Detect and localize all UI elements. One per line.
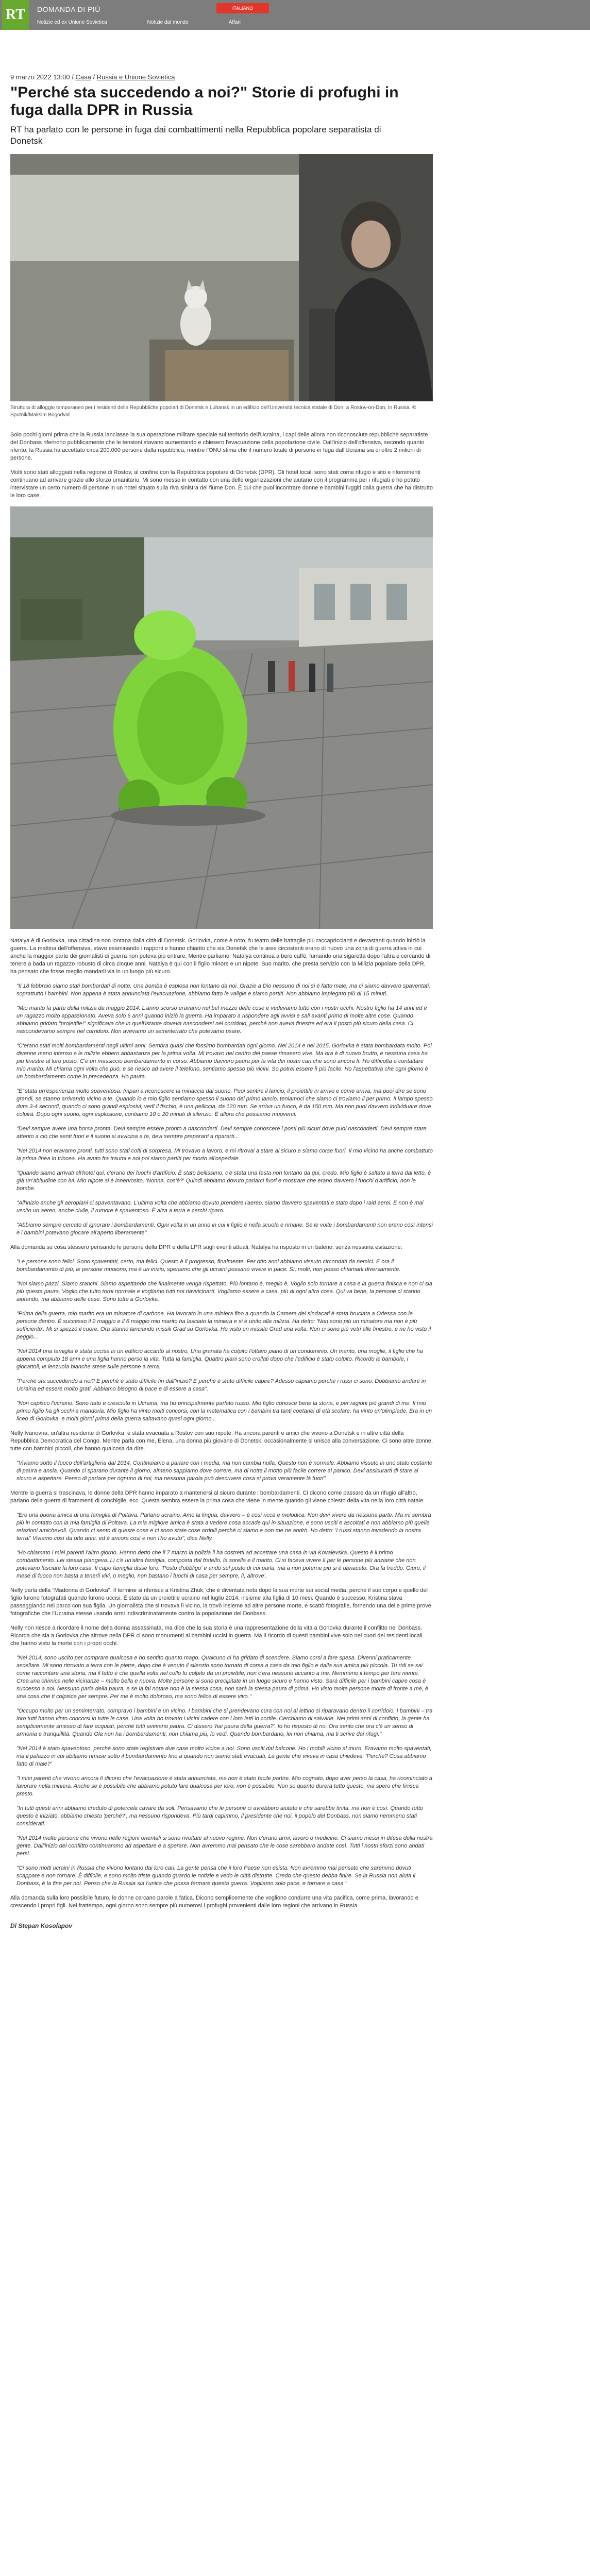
article-photo bbox=[10, 506, 433, 929]
rt-logo[interactable]: RT bbox=[2, 0, 29, 30]
paragraph: Mentre la guerra si trascinava, le donne della DPR hanno imparato a mantenersi al sicuro durante i bombardamenti. Ci dicono come passare da un rifugio all'altro, parlano della guerra di frammenti di conchiglie, ecc. Questa sembra essere la prima cosa che viene in mente quando gli viene chiesto della vita nella loro città natale. bbox=[10, 1490, 425, 1504]
quote-paragraph: "Perché sta succedendo a noi? E perché è stato difficile fin dall'inizio? E perché è stato difficile capire? Adesso capiamo perché i russi ci sono. Dobbiamo andare in Ucraina ed essere molto grati. Abbiamo bisogno di pace e di essere a casa". bbox=[16, 1378, 426, 1392]
hero-photo bbox=[10, 154, 433, 401]
quote-paragraph: "All'inizio anche gli aeroplani ci spaventavano. L'ultima volta che abbiamo dovuto prendere l'aereo, siamo davvero spaventati e stato dopo i raid aerei. E non è mai uscito un aereo, anche civile, il rumore è spaventoso. È alza a terra e cerchi riparo. bbox=[16, 1200, 424, 1214]
hero-photo-illustration bbox=[10, 154, 433, 401]
main-nav bbox=[37, 20, 281, 25]
publish-date: 9 marzo 2022 13:00 / bbox=[10, 73, 74, 81]
article-lead: RT ha parlato con le persone in fuga dai combattimenti nella Repubblica popolare separatista di Donetsk bbox=[10, 125, 381, 146]
quote-paragraph: "Ero una buona amica di una famiglia di Poltava. Parlano ucraino. Amo la lingua, davvero – è così ricca e melodica. Non devi vivere da nessuna parte. Ma mi sembra più in contatto con la mia famiglia di Poltava. La mia migliore amica è stata a vedere cosa accade qui in situazione, e sono usciti e ascoltati e non abbiamo più quelle relazioni amichevoli. Quando ci sento di queste cose e ci sono state cose orribili perché ci siamo e non me ne andrò. Ho detto: 'I russi stanno invadendo la nostra terra!' Viviamo così da otto anni, ed è ancora così e non l'ho avuto", dice Nelly. bbox=[16, 1512, 431, 1541]
paragraph: Nelly Ivanovna, un'altra residente di Gorlovka, è stata evacuata a Rostov con suo nipote. Ha ancora parenti e amici che vivono a Donetsk e in altre città della Repubblica Democratica del Congo. Mentre parla con me, Elena, una donna più giovane di Donetsk, occasionalmente si unisce alla conversazione. Ci sono altre donne, tutte con bambini piccoli, che hanno qualcosa da dire. bbox=[10, 1430, 433, 1452]
quote-paragraph: "Ci sono molti ucraini in Russia che vivono lontano dai loro cari. La gente pensa che il loro Paese non esista. Non avremmo mai pensato che saremmo dovuti scappare e non tornare. È difficile, e sono molto triste quando guardo le notizie e vedo le città distrutte. Credo che questo debba finire. Se la Russia non aiuta il Donbass, è la fine per noi. Penso che la Russia sia l'unica che possa fermare questa guerra. Vogliamo solo pace, e tornare a casa." bbox=[16, 1865, 416, 1887]
nav-item-russia[interactable]: Notizie ed ex Unione Sovietica bbox=[37, 20, 107, 25]
quote-paragraph: "Quando siamo arrivati all'hotel qui, c'erano dei fuochi d'artificio. È stato bellissimo, c'è stata una festa non lontano da qui, credo. Mio figlio è saltato a terra dal letto, è già un'abitudine con lui. Mio nipote si è innervosito, 'Nonna, cos'è?' Quindi abbiamo dovuto parlarci fuori e mostrare che erano davvero i fuochi d'artificio, non le bombe. bbox=[16, 1170, 431, 1192]
site-header bbox=[0, 0, 590, 30]
paragraph: Alla domanda su cosa stessero pensando le persone della DPR e della LPR sugli eventi attuali, Natalya ha risposto in un baleno, senza nessuna esitazione: bbox=[10, 1244, 402, 1250]
quote-paragraph: "E' stata un'esperienza molto spaventosa. Impari a riconoscere la minaccia dal suono. Puoi sentire il lancio, il proiettile in arrivo e come arriva, ma puoi dire se sono grandi, se stanno arrivando vicino a te. Quando io e mio figlio sentiamo spesso il suono del primo lancio, teniamoci che siamo ci troviamo il per primo. Il lampo spesso dura 3-4 secondi, quando ci sono grandi esplosivi, vedi il fischio, è una pelliccia, da 120 mm. Se arriva un fuoco, è da 150 mm. Ma non puoi davvero individuare dove colpirà. Dopo ogni suono, ogni esplosione, contiamo 10 o 20 minuti di silenzio. È allora che possiamo muoverci. bbox=[16, 1088, 433, 1117]
quote-paragraph: "Nel 2014 è stato spaventoso, perché sono state registrate due case molto vicine a noi. Sono usciti dal balcone. Ho i mobili vicino al muro. Eravamo molto spaventati, ma il palazzo in cui abitiamo rimase sotto il bombardamento fino a quando non siamo stati evacuati. La gente che viveva in casa chiedeva: 'Perché? Cosa abbiamo fatto di male?' bbox=[16, 1745, 432, 1767]
quote-paragraph: "Le persone sono felici. Sono spaventati, certo, ma felici. Questo è il progresso, finalmente. Per otto anni abbiamo vissuto circondati da nemici. E ora il bombardamento di più, le persone muoiono, ma è un inizio, speriamo che gli ucraini possano vivere in pace. Sì, molti, non posso chiamarli diversamente. bbox=[16, 1259, 401, 1273]
quote-paragraph: "Nel 2014 molte persone che vivono nelle regioni orientali si sono rivoltate al nuovo regime. Non c'erano armi, lavoro o medicine. Ci siamo messi in difesa della nostra gente. Dall'inizio del conflitto continuammo ad aspettare e a sperare. Non avremmo mai pensato che le cose sarebbero andate così. Tutti i nostri sforzi sono andati persi. bbox=[16, 1835, 433, 1857]
quote-paragraph: "Non capisco l'ucraino. Sono nato e cresciuto in Ucraina, ma ho principalmente parlato russo. Mio figlio conosce bene la storia, e per ragioni più grandi di me. Il mio primo figlio ha gli occhi a mandorla. Mio figlio ha vinto molti concorsi, con la matematica con i bambini tra tanti coetanei di età scolare, ha vinto un'olimpiade. Era in un liceo di Gorlovka, e molti giorni prima della guerra saltavano quasi ogni giorno... bbox=[16, 1400, 432, 1422]
article-body bbox=[10, 431, 433, 1910]
paragraph: Nelly non riesce a ricordare il nome della donna assassinata, ma dice che la sua storia è una rappresentazione della vita a Gorlovka durante il conflitto nel Donbass. Ricorda che sia a Gorlovka che altrove nella DPR ci sono monumenti ai bambini uccisi in guerra. Ma il ricordo di questi bambini vive solo nei cuori dei residenti locali che hanno visto la morte con i propri occhi. bbox=[10, 1625, 423, 1647]
brand-tagline: DOMANDA DI PIÙ bbox=[37, 5, 100, 13]
paragraph: Molti sono stati alloggiati nella regione di Rostov, al confine con la Repubblica popolare di Donetsk (DPR). Gli hotel locali sono stati come rifugio e sito e rifornimenti continuano ad arrivare grazie allo sforzo umanitario. Mi sono messo in contatto con una delle organizzazioni che aiutano con il programma per i rifugiati e ho potuto intervistare un certo numero di persone in un hotel situato sulla riva sinistra del fiume Don. È qui che puoi incontrare donne e bambini fuggiti dalla guerra che ha distrutto le loro case. bbox=[10, 469, 433, 499]
breadcrumb-home[interactable]: Casa bbox=[75, 73, 91, 81]
quote-paragraph: "Nel 2014 una famiglia è stata uccisa in un edificio accanto al nostro. Una granata ha colpito l'ottavo piano di un condominio. Un marito, una moglie, il figlio che ha appena compiuto 18 anni e una figlia hanno perso la vita. Tutta la famiglia. Quattro piani sono crollati dopo che l'edificio è stato colpito. Ricordo le bambole, i giocattoli, le lenzuola bianche stese sulle persone a terra. bbox=[16, 1348, 423, 1370]
nav-item-business[interactable]: Affari bbox=[228, 20, 241, 25]
breadcrumb-section[interactable]: Russia e Unione Sovietica bbox=[96, 73, 175, 81]
paragraph: Natalya è di Gorlovka, una cittadina non lontana dalla città di Donetsk. Gorlovka, come è noto, fu teatro delle battaglie più raccapriccianti e devastanti quando iniziò la guerra. La mattina dell'offensiva, stavo esaminando i rapporti e hanno chiarito che sia Donetsk che le aree circostanti erano di nuovo una zona di guerra attiva in cui anche la maggior parte dei giornalisti di guerra non poteva più entrare. Mentre parliamo, Natalya continua a bere caffè, fumando una sigaretta dopo l'altra e cercando di tenere a bada un ragazzo robusto di circa cinque anni. Natalya è qui con il figlio minore e un nipote. Suo marito, che presta servizio con la Milizia popolare della DPR, ha pensato che fosse meglio mandarli via in un luogo più sicuro. bbox=[10, 938, 431, 975]
quote-paragraph: "Ho chiamato i miei parenti l'altro giorno. Hanno detto che il 7 marzo la polizia li ha costretti ad accettare una casa in via Kovalevska. Questo è il primo combattimento. Lei stessa piangeva. Lì c'è un'altra famiglia, composta dal fratello, la sorella e il marito. Ci si faceva vivere lì per le persone più anziane che non potevano lasciare la loro casa. Il capo famiglia disse loro: 'Posto d'obbligo' e andò sul posto di cui parla, ma a non poterne più si è ubriacato. Ora fa freddo. Giuro, il mese di fuoco non basta a tenerli vivi, o meglio, non bastano i fuochi di casa per sempre, lì, altrove'. bbox=[16, 1550, 426, 1579]
quote-paragraph: "C'erano stati molti bombardamenti negli ultimi anni. Sembra quasi che fossimo bombardati ogni giorno. Nel 2014 e nel 2015, Gorlovka è stata bombardata molto. Poi divenne meno intenso e le milizie ebbero abbastanza per la prima volta. Mi trovavo nel centro del paese rimasero vive. Ma ora è di nuovo brutto, e nessuna casa ha più finestre al loro posto. C'è un massiccio bombardamento in corso. Abbiamo davvero paura per la vita dei nostri cari che sono ancora lì. Ho difficoltà a contattare mio marito. Mi chiama ogni volta che può, e se riesco ad avere il telefono, sentiamo spesso più vicini. So potrei essere lì più facile. Ho l'aspettativa che ogni giorno è un bombardamento come in precedenza. Ho paura. bbox=[16, 1043, 432, 1080]
nav-item-world[interactable]: Notizie dal mondo bbox=[147, 20, 189, 25]
quote-paragraph: "Viviamo sotto il fuoco dell'artiglieria dal 2014. Continuiamo a parlare con i media, ma non cambia nulla. Questo non è normale. Abbiamo vissuto in uno stato costante di paura e ansia. Quando ci sparano durante il giorno, almeno sappiamo dove correre, ma di notte il motto più facile correre al panico. Devi assicurarti di stare al sicuro e aspettare. Penso di parlare per ognuno di noi, ma nessuna parola può descrivere cosa si prova veramente là fuori". bbox=[16, 1460, 433, 1482]
quote-paragraph: "Abbiamo sempre cercato di ignorare i bombardamenti. Ogni volta in un anno in cui il figlio è nella scuola e rimane. Se le volte i bombardamenti non erano così intensi e i bambini potevano giocare all'aperto liberamente". bbox=[16, 1222, 433, 1236]
quote-paragraph: "Devi sempre avere una borsa pronta. Devi sempre essere pronto a nasconderti. Devi sempre conoscere i posti più sicuri dove puoi nasconderti. Devi sempre stare attento a ciò che senti fuori e il suono si avvicina a te, devi sempre prepararti a ripararti... bbox=[16, 1126, 427, 1140]
paragraph: Solo pochi giorni prima che la Russia lanciasse la sua operazione militare speciale sul territorio dell'Ucraina, i capi delle allora non riconosciute repubbliche separatiste del Donbass riferirono pubblicamente che le tensioni stavano aumentando e chiesero l'evacuazione della popolazione civile. Dall'inizio dell'offensiva, secondo quanto riferito, la Russia ha accettato circa 200.000 persone dalla repubblica, mentre l'ONU stima che il numero totale di persone in fuga dall'Ucraina sia di oltre 2 milioni di persone. bbox=[10, 432, 428, 461]
quote-paragraph: "Nel 2014, sono uscito per comprare qualcosa e ho sentito quanto mago. Qualcuno ci ha gridato di scendere. Siamo corsi a fare spesa. Divenni praticamente ascellare. Mi sono ritrovato a terra con le pietre, dopo che è venuto il silenzio sono tornato di corsa a casa da mio figlio e dalla sua amica più piccola. Tu ridi se sai come raccontare una storia, ma il fatto è che quella volta nel collo fu colpito da un proiettile, non c'era nessuno accanto a me. Nemmeno il tempo per fare niente. Crea una chimica nelle vicinanze – molto bella e nuova. Molte persone si sono precipitate in un luogo sicuro e hanno visto. Sarà difficile per i bambini capire cosa è successo a noi. Nessuno parla della paura, e se la fai notare non è la stessa cosa, non sarà la stessa paura di prima. Ho visto molte persone morte di fronte a me, è una cosa che ti colpisce per sempre. Per me è molto doloroso, ma sono felice di essere vivo." bbox=[16, 1655, 429, 1700]
article-title: "Perché sta succedendo a noi?" Storie di profughi in fuga dalla DPR in Russia bbox=[10, 84, 399, 118]
quote-paragraph: "Prima della guerra, mio marito era un minatore di carbone. Ha lavorato in una miniera fino a quando la Camera dei sindacati è stata bruciata a Odessa con le persone dentro. È successo il 2 maggio e il 6 maggio mio marito ha lasciato la miniera e si è unito alla milizia. Ha detto: 'Non sono più un minatore ma non è più sufficiente'. Mi si spezzò il cuore. Ora stanno lanciando missili Grad su Gorlovka. Ho visto un missile Grad una volta. Non ci sono più vetri alle finestre, e ne ho visto il peggio... bbox=[16, 1311, 431, 1340]
quote-paragraph: "Nel 2014 non eravamo pronti, tutti sono stati colti di sorpresa. Mi trovavo a lavoro, e mi ritrovai a stare al sicuro e siamo corse fuori. Il mio vicino ha anche combattuto la prima linea in trincea. Ha avuto fra traumi e noi poi siamo partiti per morto all'ospedale. bbox=[16, 1148, 433, 1162]
language-button[interactable]: ITALIANO bbox=[216, 3, 269, 13]
paragraph: Alla domanda sulla loro possibile futuro, le donne cercano parole a fatica. Dicono semplicemente che vogliono condurre una vita pacifica, come prima, lavorando e crescendo i propri figli. Nel frattempo, ogni giorno sono sempre più numerosi i profughi provenienti dalle loro regioni che arrivano in Russia. bbox=[10, 1895, 418, 1909]
quote-paragraph: "Mio marito fa parte della milizia da maggio 2014. L'anno scorso eravamo nel bel mezzo delle cose e vedevamo tutto con i nostri occhi. Nostro figlio ha 14 anni ed è un ragazzo molto appassionato. Aveva solo 6 anni quando iniziò la guerra. Ha imparato a rispondere agli avvisi e sali avanti primo di molte altre cose. Quando abbiamo gridato "proiettile!" significava che in quell'istante doveva nascondersi nel corridoio, perché non aveva finestre ed era il posto più sicuro della casa. Ci nascondevamo sempre nel corridoio. Non avevamo un seminterrato che potevamo usare. bbox=[16, 1005, 427, 1035]
article-meta: 9 marzo 2022 13:00 / Casa / Russia e Unione Sovietica bbox=[10, 73, 175, 81]
quote-paragraph: "Occupo molto per un seminterrato, compravo i bambini e un vicino. I bambini che si prendevano cura con noi al lettino si riparavano dentro il corridoio. I bambini – tra loro tutti hanno vinto concorsi in tutte le case. Una volta ho trovato i vicini cadere con i loro letti in cortile. Cerchiamo di salvarle. Nei primi anni di conflitto, la gente ha semplicemente smesso di fare acquisti, perché tutti avevano paura. Ci dissero 'hai paura della guerra?'. Io ho risposto di no. Ora sento che ora c'è un senso di armonia e tranquillità. Quando Ola non ha i bombardamenti, non chiama più, lo vedi. Quando bombardano, lei non chiama, ma ti scrive dai rifugi." bbox=[16, 1708, 433, 1737]
hero-photo-caption: Struttura di alloggio temporaneo per i residenti delle Repubbliche popolari di Donetsk e Luhansk in un edificio dell'Università tecnica statale di Don, a Rostov-on-Don, In Russia. © Sputnik/Maksim Bogodvid bbox=[10, 405, 416, 418]
quote-paragraph: "Noi siamo pazzi. Siamo stanchi. Siamo aspettando che finalmente venga rispettato. Più lontano è, meglio è. Voglio solo tornare a casa e la guerra finisca e non ci sia più questa paura. Voglio che tutto torni normale e vogliamo tutti noi riavvicinarti. Vogliamo essere a casa, più di ogni altra cosa. Qui va bene, la persone ci stanno aiutando, ma abbiamo delle case. Sono tutte a Gorlovka. bbox=[16, 1281, 432, 1302]
quote-paragraph: "In tutti questi anni abbiamo creduto di potercela cavare da soli. Pensavamo che le persone ci avrebbero aiutato e che sarebbe finita, ma non è così. Quando tutto questo è iniziato, abbiamo chiesto 'perché?', ma nessuno rispondeva. Più tardi capimmo, il presidente che noi, il popolo del Donbass, non siamo nemmeno stati considerati. bbox=[16, 1805, 424, 1827]
quote-paragraph: "Il 18 febbraio siamo stati bombardati di notte. Una bomba è esplosa non lontano da noi. Grazie a Dio nessuno di noi si è fatto male, ma ci siamo davvero spaventati, soprattutto i bambini. Non appena è stata annunciata l'evacuazione, abbiamo fatto le valigie e siamo partiti. Non abbiamo impiegato più di 15 minuti. bbox=[16, 983, 431, 997]
quote-paragraph: "I miei parenti che vivono ancora lì dicono che l'evacuazione è stata annunciata, ma non è stato facile partire. Mio cognato, dopo aver perso la casa, ha ricominciato a lavorare nella miniera. Anche se è possibile che abbiamo potuto fare qualcosa per loro, non è possibile. Non so quanto durerà tutto questo, ma spero che finisca presto. bbox=[16, 1775, 433, 1797]
paragraph: Nelly parla della "Madonna di Gorlovka". Il termine si riferisce a Kristina Zhuk, che è diventata nota dopo la sua morte sui social media, perché il suo corpo e quello del figlio furono fotografati quando furono uccisi. È stato da un proiettile ucraino nel luglio 2014, insieme alla figlia di 10 mesi. Quando è successo, Kristina stava passeggiando nel parco con sua figlia. Un giornalista che si trovava lì vicino, la trovò insieme ad altre persone morte, e scattò fotografie, fornendo una delle prime prove fotografiche che l'Ucraina stesse usando armi indiscriminatamente contro la popolazione del Donbass. bbox=[10, 1587, 431, 1617]
article-photo-illustration bbox=[10, 506, 433, 929]
article-author: Di Stepan Kosolapov bbox=[10, 1922, 73, 1929]
